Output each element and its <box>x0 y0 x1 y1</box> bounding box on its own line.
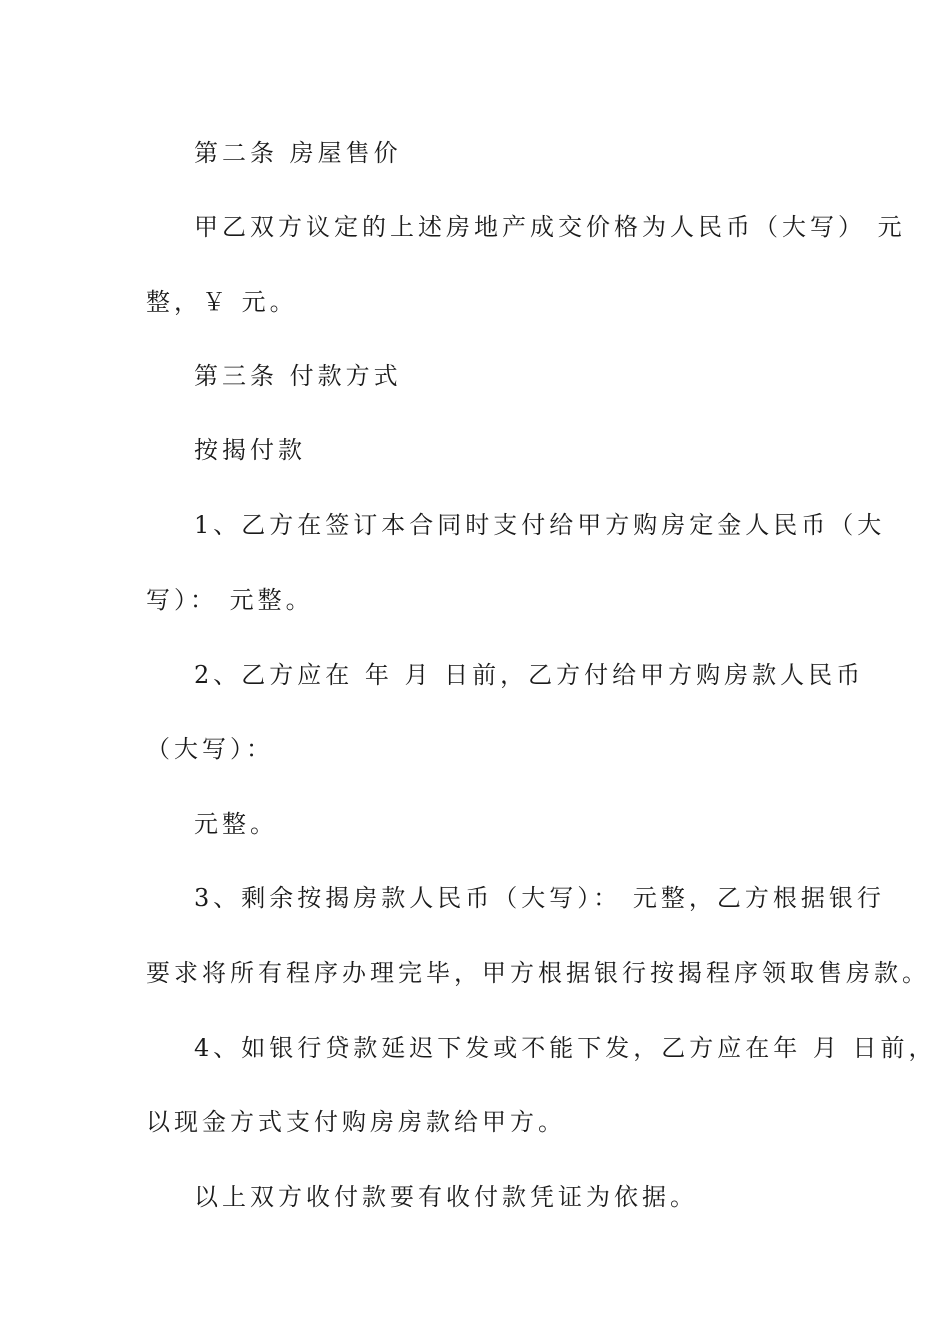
clause-2-line-2: （大写）： <box>146 735 274 763</box>
clause-4-line-2: 以现金方式支付购房房款给甲方。 <box>146 1108 566 1136</box>
clause-3-line-2: 要求将所有程序办理完毕，甲方根据银行按揭程序领取售房款。 <box>146 959 930 987</box>
article-2-heading: 第二条 房屋售价 <box>194 139 402 167</box>
payment-voucher-note: 以上双方收付款要有收付款凭证为依据。 <box>194 1183 698 1211</box>
clause-1-line-1: 1、乙方在签订本合同时支付给甲方购房定金人民币（大 <box>194 511 886 539</box>
clause-4-line-1: 4、如银行贷款延迟下发或不能下发，乙方应在年 月 日前， <box>194 1034 937 1062</box>
mortgage-payment-heading: 按揭付款 <box>194 436 306 464</box>
clause-2-line-3: 元整。 <box>194 810 278 838</box>
article-3-heading: 第三条 付款方式 <box>194 362 402 390</box>
clause-2-line-1: 2、乙方应在 年 月 日前，乙方付给甲方购房款人民币 <box>194 661 865 689</box>
price-paragraph-line-1: 甲乙双方议定的上述房地产成交价格为人民币（大写） 元 <box>194 213 906 241</box>
price-paragraph-line-2: 整，￥ 元。 <box>146 288 298 316</box>
clause-1-line-2: 写）： 元整。 <box>146 586 314 614</box>
clause-3-line-1: 3、剩余按揭房款人民币（大写）： 元整，乙方根据银行 <box>194 884 885 912</box>
